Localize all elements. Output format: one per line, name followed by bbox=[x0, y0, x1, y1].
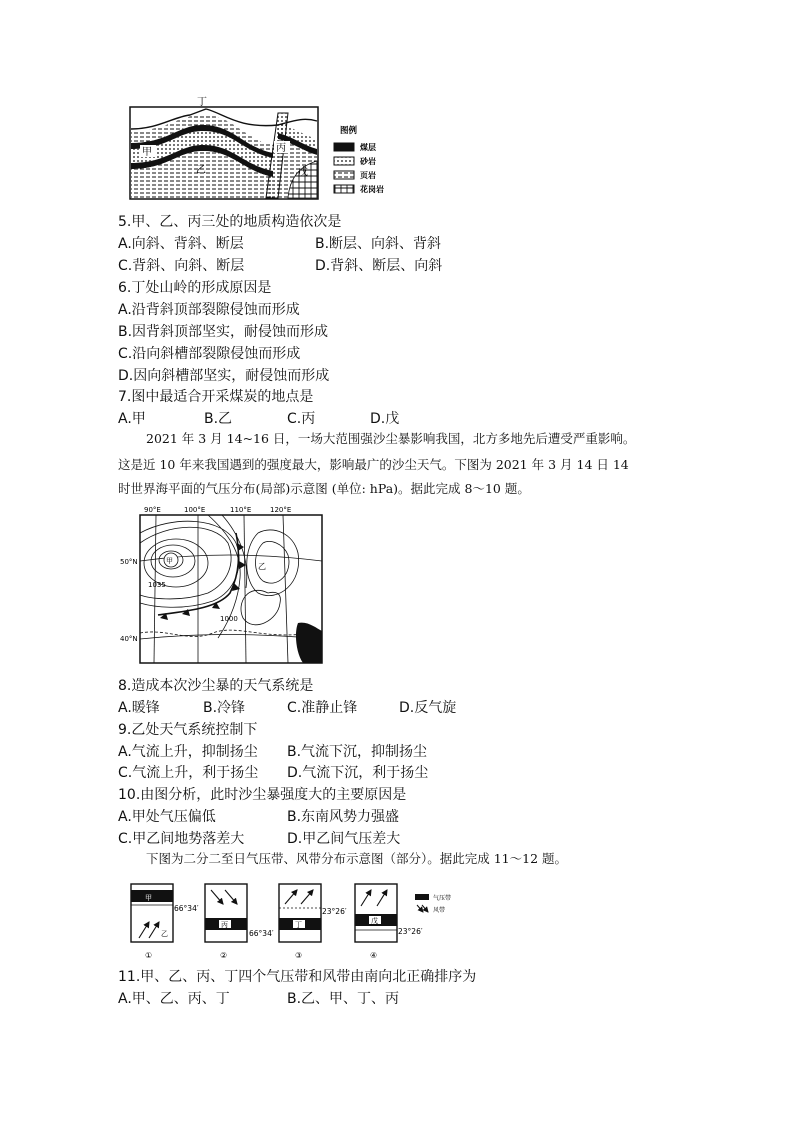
belt-ding: 丁 bbox=[295, 921, 302, 929]
belt-panel-2 bbox=[205, 884, 274, 960]
q9-option-b: B.气流下沉，抑制扬尘 bbox=[287, 744, 428, 760]
q9-option-a: A.气流上升，抑制扬尘 bbox=[118, 744, 258, 760]
wind-yi: 乙 bbox=[161, 930, 168, 938]
intro1-line3: 时世界海平面的气压分布(局部)示意图 (单位: hPa)。据此完成 8～10 题。 bbox=[118, 481, 530, 496]
lon-100: 100°E bbox=[184, 506, 206, 514]
q6-option-c: C.沿向斜槽部裂隙侵蚀而形成 bbox=[118, 346, 301, 362]
panel2-lat: 66°34′ bbox=[249, 929, 274, 938]
panel1-num: ① bbox=[145, 951, 153, 960]
panel1-lat: 66°34′ bbox=[174, 904, 199, 913]
q8-option-c: C.准静止锋 bbox=[287, 700, 358, 716]
center-jia: 甲 bbox=[166, 557, 173, 565]
q5-option-a: A.向斜、背斜、断层 bbox=[118, 236, 244, 252]
intro2: 下图为二分二至日气压带、风带分布示意图（部分）。据此完成 11～12 题。 bbox=[146, 851, 568, 866]
q7-option-c: C.丙 bbox=[287, 411, 316, 427]
q5-option-d: D.背斜、断层、向斜 bbox=[315, 258, 443, 274]
belt-panel-4 bbox=[355, 884, 423, 960]
geology-legend bbox=[334, 125, 384, 194]
q5-option-c: C.背斜、向斜、断层 bbox=[118, 258, 245, 274]
q6-stem: 6.丁处山岭的形成原因是 bbox=[118, 280, 272, 296]
q5-stem: 5.甲、乙、丙三处的地质构造依次是 bbox=[118, 214, 342, 230]
q7-option-d: D.戊 bbox=[370, 411, 400, 427]
intro1-line2: 这是近 10 年来我国遇到的强度最大，影响最广的沙尘天气。下图为 2021 年 3 月 14 日 14 bbox=[118, 457, 629, 472]
belt-bing: 丙 bbox=[221, 921, 228, 929]
panel3-lat: 23°26′ bbox=[322, 907, 347, 916]
legend-granite: 花岗岩 bbox=[360, 185, 384, 194]
q9-option-d: D.气流下沉，利于扬尘 bbox=[287, 765, 429, 781]
label-ding: 丁 bbox=[197, 97, 207, 108]
panel4-lat: 23°26′ bbox=[398, 927, 423, 936]
belt-jia: 甲 bbox=[145, 894, 152, 902]
label-jia: 甲 bbox=[142, 147, 152, 158]
q11-option-a: A.甲、乙、丙、丁 bbox=[118, 991, 230, 1007]
q9-stem: 9.乙处天气系统控制下 bbox=[118, 722, 258, 738]
q10-option-a: A.甲处气压偏低 bbox=[118, 809, 216, 825]
lat-50: 50°N bbox=[120, 558, 138, 566]
q10-stem: 10.由图分析，此时沙尘暴强度大的主要原因是 bbox=[118, 787, 407, 803]
legend-wind-belt: 风带 bbox=[433, 907, 446, 914]
q6-option-d: D.因向斜槽部坚实，耐侵蚀而形成 bbox=[118, 368, 330, 384]
panel2-num: ② bbox=[220, 951, 228, 960]
q8-option-d: D.反气旋 bbox=[399, 700, 457, 716]
q10-option-b: B.东南风势力强盛 bbox=[287, 809, 400, 825]
legend-sandstone: 砂岩 bbox=[360, 157, 376, 166]
panel3-num: ③ bbox=[295, 951, 303, 960]
lon-110: 110°E bbox=[230, 506, 252, 514]
intro1-line1: 2021 年 3 月 14~16 日，一场大范围强沙尘暴影响我国，北方多地先后遭受严重影响。 bbox=[146, 431, 636, 446]
q6-option-b: B.因背斜顶部坚实，耐侵蚀而形成 bbox=[118, 324, 329, 340]
q10-option-c: C.甲乙间地势落差大 bbox=[118, 831, 245, 847]
belt-wu: 戊 bbox=[371, 917, 378, 925]
label-wu: 戊 bbox=[298, 167, 308, 178]
label-yi: 乙 bbox=[196, 165, 206, 176]
q5-option-b: B.断层、向斜、背斜 bbox=[315, 236, 442, 252]
q7-option-b: B.乙 bbox=[204, 411, 233, 427]
belt-panel-3 bbox=[279, 884, 347, 960]
label-bing: 丙 bbox=[276, 143, 286, 154]
q7-stem: 7.图中最适合开采煤炭的地点是 bbox=[118, 389, 314, 405]
isobar-1000-label: 1000 bbox=[220, 615, 238, 623]
legend-coal: 煤层 bbox=[360, 143, 376, 152]
isobar-1035-label: 1035 bbox=[148, 581, 166, 589]
q8-stem: 8.造成本次沙尘暴的天气系统是 bbox=[118, 678, 314, 694]
lon-120: 120°E bbox=[270, 506, 292, 514]
geology-figure bbox=[128, 95, 398, 205]
belts-legend bbox=[415, 894, 451, 914]
belt-panel-1 bbox=[131, 884, 199, 960]
q8-option-b: B.冷锋 bbox=[203, 700, 246, 716]
q11-option-b: B.乙、甲、丁、丙 bbox=[287, 991, 400, 1007]
q11-stem: 11.甲、乙、丙、丁四个气压带和风带由南向北正确排序为 bbox=[118, 969, 477, 985]
belts-figure bbox=[125, 878, 485, 960]
panel4-num: ④ bbox=[370, 951, 378, 960]
center-yi: 乙 bbox=[258, 562, 266, 571]
pressure-map bbox=[118, 503, 328, 675]
legend-title: 图例 bbox=[340, 126, 358, 136]
q7-option-a: A.甲 bbox=[118, 411, 146, 427]
lon-90: 90°E bbox=[144, 506, 161, 514]
legend-shale: 页岩 bbox=[360, 171, 376, 180]
q8-option-a: A.暖锋 bbox=[118, 700, 160, 716]
q9-option-c: C.气流上升，利于扬尘 bbox=[118, 765, 259, 781]
legend-pressure-belt: 气压带 bbox=[433, 895, 452, 902]
q6-option-a: A.沿背斜顶部裂隙侵蚀而形成 bbox=[118, 302, 300, 318]
lat-40: 40°N bbox=[120, 635, 138, 643]
q10-option-d: D.甲乙间气压差大 bbox=[287, 831, 401, 847]
